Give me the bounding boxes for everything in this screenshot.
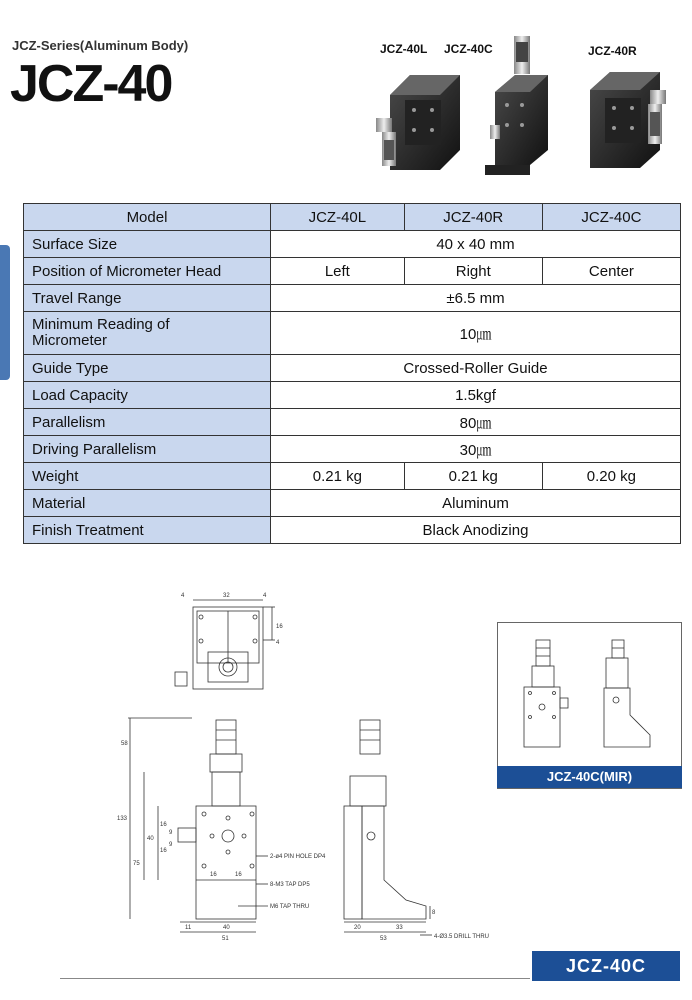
dim-label: 20 [354,925,361,931]
dim-label: 75 [133,861,140,867]
dim-label: 33 [396,925,403,931]
row-value: Left [271,258,405,285]
row-label [24,312,271,355]
row-value: 80㎛ [271,409,681,436]
model-badge: JCZ-40C [532,951,680,981]
row-label: Parallelism [24,409,271,436]
callout-label: 4-Ø3.5 DRILL THRU [434,934,490,940]
dim-label: 4 [181,593,185,599]
mir-drawing-overlay [497,622,682,766]
row-value: 40 x 40 mm [271,231,681,258]
row-value: Center [542,258,680,285]
row-label: Driving Parallelism [24,436,271,463]
table-row [24,436,681,463]
table-row [24,517,681,544]
dim-label: 9 [169,830,173,836]
stage-photo-40r [590,72,666,168]
dim-label: 133 [117,816,128,822]
dim-label: 16 [160,848,167,854]
dim-label: 40 [223,925,230,931]
table-row [24,312,681,355]
table-row [24,258,681,285]
dim-label: 4 [263,593,267,599]
table-row [24,382,681,409]
photo-label-40r: JCZ-40R [588,44,637,58]
row-value: Aluminum [271,490,681,517]
photo-label-40c: JCZ-40C [444,42,493,56]
dim-label: 51 [222,936,229,942]
dim-label: 40 [147,836,154,842]
row-value: Right [404,258,542,285]
stage-photo-40c [485,36,548,175]
table-row [24,409,681,436]
product-photos [0,0,692,190]
spec-table [23,203,681,544]
stage-photo-40l [376,75,460,170]
dim-label: 8 [432,910,436,916]
row-value: 10㎛ [271,312,681,355]
table-row [24,463,681,490]
row-label: Position of Micrometer Head [24,258,271,285]
table-row [24,285,681,312]
row-label: Finish Treatment [24,517,271,544]
dim-label: 16 [160,822,167,828]
front-view-drawing [128,718,268,932]
table-row [24,231,681,258]
photo-label-40l: JCZ-40L [380,42,428,56]
side-tab [0,245,10,380]
top-view-drawing [175,600,275,689]
row-value: ±6.5 mm [271,285,681,312]
callout-label: 8-M3 TAP DP5 [270,882,310,888]
row-value: 0.21 kg [404,463,542,490]
header-40r: JCZ-40R [404,204,542,231]
row-label: Weight [24,463,271,490]
footer-divider [60,978,530,979]
dim-label: 16 [235,872,242,878]
row-value: Black Anodizing [271,517,681,544]
dim-label: 11 [185,925,192,931]
row-label: Surface Size [24,231,271,258]
header-40c: JCZ-40C [542,204,680,231]
row-value: 30㎛ [271,436,681,463]
series-title: JCZ-Series(Aluminum Body) [12,38,189,53]
dim-label: 58 [121,741,128,747]
dim-label: 16 [276,624,283,630]
dim-label: 16 [210,872,217,878]
row-value: 0.21 kg [271,463,405,490]
header-40l: JCZ-40L [271,204,405,231]
side-view-drawing [344,720,432,935]
dim-label: 9 [169,842,173,848]
callout-label: 2-ø4 PIN HOLE DP4 [270,854,326,860]
dim-label: 53 [380,936,387,942]
dim-label: 4 [276,640,280,646]
row-label-line: Micrometer [32,332,108,349]
row-label: Travel Range [24,285,271,312]
row-value: Crossed-Roller Guide [271,355,681,382]
dim-label: 32 [223,593,230,599]
row-value: 0.20 kg [542,463,680,490]
row-label: Load Capacity [24,382,271,409]
row-label: Material [24,490,271,517]
mir-label-bar: JCZ-40C(MIR) [497,766,682,788]
table-row [24,490,681,517]
row-value: 1.5kgf [271,382,681,409]
row-label: Guide Type [24,355,271,382]
table-row [24,355,681,382]
callout-label: M6 TAP THRU [270,904,310,910]
row-label-line: Minimum Reading of [32,316,170,333]
table-header-row [24,204,681,231]
model-title: JCZ-40 [10,55,172,113]
header-model: Model [24,204,271,231]
